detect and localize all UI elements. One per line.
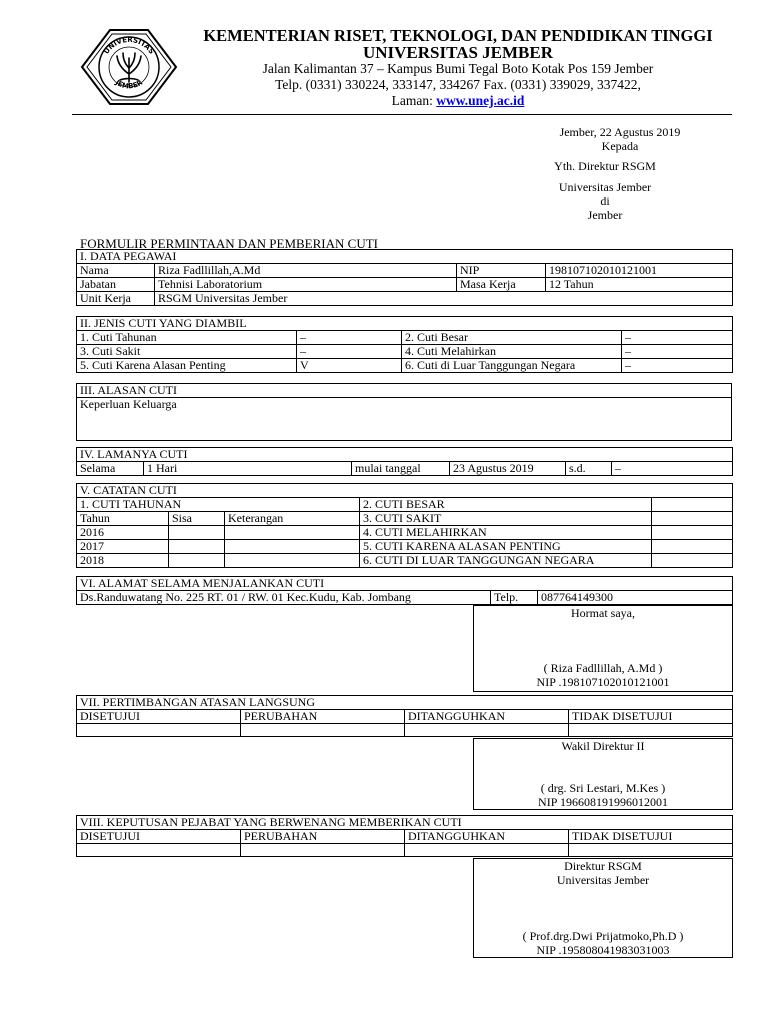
catatan-item: 4. CUTI MELAHIRKAN — [360, 526, 652, 540]
year-cell: 2017 — [77, 540, 169, 554]
section-title: I. DATA PEGAWAI — [77, 250, 733, 264]
cuti-mark: – — [297, 331, 402, 345]
website-label: Laman: — [391, 93, 433, 108]
catatan-item: 5. CUTI KARENA ALASAN PENTING — [360, 540, 652, 554]
recipient-di: di — [600, 194, 610, 208]
supervisor-name: ( drg. Sri Lestari, M.Kes ) — [540, 781, 666, 795]
telp-value: 087764149300 — [538, 591, 733, 605]
website-line — [188, 93, 728, 109]
cuti-option: 2. Cuti Besar — [402, 331, 622, 345]
supervisor-signature-box — [473, 738, 733, 810]
director-role: Direktur RSGM — [564, 859, 642, 873]
section-alasan-cuti — [76, 383, 732, 441]
kepada-label: Kepada — [601, 139, 639, 153]
section-data-pegawai — [76, 249, 733, 306]
recipient-org: Universitas Jember — [558, 180, 652, 194]
nama-value: Riza Fadllillah,A.Md — [155, 264, 457, 278]
closing-text: Hormat saya, — [571, 606, 635, 620]
university-logo — [80, 28, 178, 106]
option-tidak-disetujui: TIDAK DISETUJUI — [569, 710, 733, 724]
year-cell: 2016 — [77, 526, 169, 540]
logo-top-text: UNIVERSITAS — [102, 35, 156, 56]
mulai-value: 23 Agustus 2019 — [450, 462, 566, 476]
nama-label: Nama — [77, 264, 155, 278]
section-title: III. ALASAN CUTI — [77, 384, 732, 398]
recipient-title: Yth. Direktur RSGM — [554, 159, 656, 173]
nip-label: NIP — [457, 264, 546, 278]
jabatan-value: Tehnisi Laboratorium — [155, 278, 457, 292]
section-title: VI. ALAMAT SELAMA MENJALANKAN CUTI — [77, 577, 733, 591]
col-sisa: Sisa — [169, 512, 225, 526]
director-name: ( Prof.drg.Dwi Prijatmoko,Ph.D ) — [522, 929, 684, 943]
applicant-name: ( Riza Fadllillah, A.Md ) — [543, 661, 663, 675]
option-perubahan: PERUBAHAN — [241, 710, 405, 724]
selama-value: 1 Hari — [144, 462, 352, 476]
selama-label: Selama — [77, 462, 144, 476]
director-nip: NIP .195808041983031003 — [536, 943, 670, 957]
cuti-option: 4. Cuti Melahirkan — [402, 345, 622, 359]
option-disetujui: DISETUJUI — [77, 830, 241, 844]
section-title: IV. LAMANYA CUTI — [77, 448, 733, 462]
cuti-option: 1. Cuti Tahunan — [77, 331, 297, 345]
catatan-item: 6. CUTI DI LUAR TANGGUNGAN NEGARA — [360, 554, 652, 568]
logo-bottom-text: JEMBER — [113, 78, 145, 91]
telp-label: Telp. — [491, 591, 538, 605]
form-title: FORMULIR PERMINTAAN DAN PEMBERIAN CUTI — [80, 236, 378, 251]
section-catatan-cuti — [76, 483, 733, 568]
letter-date: Jember, 22 Agustus 2019 — [559, 125, 681, 139]
option-ditangguhkan: DITANGGUHKAN — [405, 830, 569, 844]
option-tidak-disetujui: TIDAK DISETUJUI — [569, 830, 733, 844]
cuti-option: 6. Cuti di Luar Tanggungan Negara — [402, 359, 622, 373]
cuti-mark: – — [622, 345, 733, 359]
masa-kerja-value: 12 Tahun — [546, 278, 733, 292]
section-title: VIII. KEPUTUSAN PEJABAT YANG BERWENANG MEMBERIKAN CUTI — [77, 816, 733, 830]
recipient-city: Jember — [587, 208, 623, 222]
section-keputusan — [76, 815, 733, 857]
cuti-option: 5. Cuti Karena Alasan Penting — [77, 359, 297, 373]
section-pertimbangan — [76, 695, 733, 737]
option-perubahan: PERUBAHAN — [241, 830, 405, 844]
section-lamanya-cuti — [76, 447, 733, 476]
website-link[interactable]: www.unej.ac.id — [436, 93, 525, 108]
option-ditangguhkan: DITANGGUHKAN — [405, 710, 569, 724]
cuti-mark: – — [622, 331, 733, 345]
alasan-text: Keperluan Keluarga — [77, 398, 732, 441]
address: Jalan Kalimantan 37 – Kampus Bumi Tegal Boto Kotak Pos 159 Jember — [262, 61, 654, 76]
section-jenis-cuti — [76, 316, 733, 373]
option-disetujui: DISETUJUI — [77, 710, 241, 724]
cuti-mark: – — [622, 359, 733, 373]
section-title: VII. PERTIMBANGAN ATASAN LANGSUNG — [77, 696, 733, 710]
university-name: UNIVERSITAS JEMBER — [362, 43, 554, 62]
catatan-item: 2. CUTI BESAR — [360, 498, 652, 512]
sd-label: s.d. — [566, 462, 612, 476]
alamat-value: Ds.Randuwatang No. 225 RT. 01 / RW. 01 Kec.Kudu, Kab. Jombang — [77, 591, 491, 605]
applicant-signature-box — [473, 605, 733, 692]
cuti-mark: V — [297, 359, 402, 373]
cuti-tahunan-heading: 1. CUTI TAHUNAN — [77, 498, 360, 512]
phone-fax: Telp. (0331) 330224, 333147, 334267 Fax. (0331) 339029, 337422, — [275, 77, 641, 92]
ministry-name: KEMENTERIAN RISET, TEKNOLOGI, DAN PENDIDIKAN TINGGI — [203, 26, 713, 45]
unit-value: RSGM Universitas Jember — [155, 292, 733, 306]
director-signature-box — [473, 858, 733, 958]
section-title: II. JENIS CUTI YANG DIAMBIL — [77, 317, 733, 331]
supervisor-nip: NIP 196608191996012001 — [538, 795, 668, 809]
catatan-item: 3. CUTI SAKIT — [360, 512, 652, 526]
director-org: Universitas Jember — [556, 873, 650, 887]
nip-value: 198107102010121001 — [546, 264, 733, 278]
col-tahun: Tahun — [77, 512, 169, 526]
applicant-nip: NIP .198107102010121001 — [536, 675, 670, 689]
col-keterangan: Keterangan — [225, 512, 360, 526]
cuti-mark: – — [297, 345, 402, 359]
mulai-label: mulai tanggal — [352, 462, 450, 476]
masa-kerja-label: Masa Kerja — [457, 278, 546, 292]
section-title: V. CATATAN CUTI — [77, 484, 733, 498]
cuti-option: 3. Cuti Sakit — [77, 345, 297, 359]
section-alamat — [76, 576, 733, 605]
sd-value: – — [612, 462, 733, 476]
unit-label: Unit Kerja — [77, 292, 155, 306]
jabatan-label: Jabatan — [77, 278, 155, 292]
header-divider — [72, 114, 732, 115]
supervisor-role: Wakil Direktur II — [561, 739, 645, 753]
year-cell: 2018 — [77, 554, 169, 568]
